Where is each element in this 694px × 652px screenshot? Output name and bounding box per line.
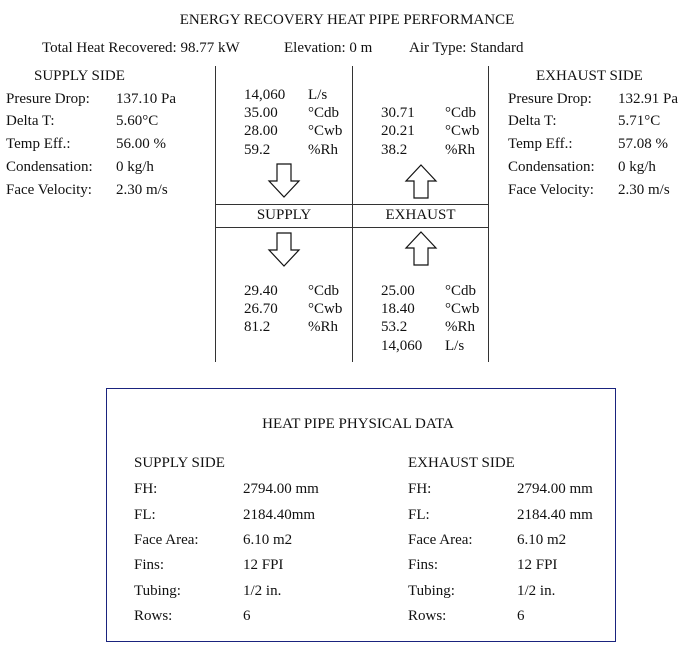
page-title: ENERGY RECOVERY HEAT PIPE PERFORMANCE <box>179 12 515 28</box>
phys-label: Fins: <box>408 557 439 573</box>
phys-value: 6 <box>243 608 251 624</box>
supply-label: Temp Eff.: <box>6 136 71 152</box>
exhaust-label: Delta T: <box>508 113 557 129</box>
condition-unit: °Cwb <box>308 301 343 317</box>
phys-label: Face Area: <box>134 532 199 548</box>
supply-label: Delta T: <box>6 113 55 129</box>
condition-unit: L/s <box>308 87 328 103</box>
condition-value: 25.00 <box>381 283 415 299</box>
exhaust-value: 132.91 Pa <box>618 91 678 107</box>
phys-label: Rows: <box>408 608 447 624</box>
phys-label: FL: <box>134 507 156 523</box>
supply-down-arrow-icon <box>267 163 301 199</box>
phys-label: FH: <box>408 481 432 497</box>
supply-value: 56.00 % <box>116 136 166 152</box>
exhaust-label-box: EXHAUST <box>385 207 456 223</box>
condition-value: 14,060 <box>244 87 286 103</box>
phys-value: 1/2 in. <box>517 583 556 599</box>
air-type: Air Type: Standard <box>409 40 524 56</box>
supply-value: 2.30 m/s <box>116 182 168 198</box>
supply-down-arrow-icon <box>267 232 301 268</box>
phys-value: 2184.40 mm <box>517 507 593 523</box>
condition-value: 14,060 <box>381 338 423 354</box>
condition-unit: °Cdb <box>308 105 340 121</box>
phys-label: Tubing: <box>134 583 181 599</box>
elevation: Elevation: 0 m <box>284 40 373 56</box>
physical-data-heading: HEAT PIPE PHYSICAL DATA <box>262 416 454 432</box>
physical-exhaust-heading: EXHAUST SIDE <box>408 455 515 471</box>
phys-value: 2794.00 mm <box>517 481 593 497</box>
supply-value: 137.10 Pa <box>116 91 176 107</box>
phys-label: Fins: <box>134 557 165 573</box>
total-heat-recovered: Total Heat Recovered: 98.77 kW <box>42 40 240 56</box>
supply-label: Presure Drop: <box>6 91 90 107</box>
condition-unit: °Cwb <box>445 301 480 317</box>
exhaust-label: Presure Drop: <box>508 91 592 107</box>
phys-value: 12 FPI <box>517 557 558 573</box>
exhaust-value: 2.30 m/s <box>618 182 670 198</box>
phys-value: 1/2 in. <box>243 583 282 599</box>
condition-unit: °Cdb <box>445 105 477 121</box>
exhaust-label: Face Velocity: <box>508 182 594 198</box>
diagram-right-line <box>488 66 489 362</box>
supply-side-heading: SUPPLY SIDE <box>34 68 125 84</box>
condition-value: 20.21 <box>381 123 415 139</box>
diagram-bottom-divider <box>215 227 489 228</box>
physical-supply-heading: SUPPLY SIDE <box>134 455 225 471</box>
phys-label: FL: <box>408 507 430 523</box>
supply-label-box: SUPPLY <box>256 207 312 223</box>
condition-value: 28.00 <box>244 123 278 139</box>
phys-value: 2184.40mm <box>243 507 316 523</box>
condition-value: 26.70 <box>244 301 278 317</box>
condition-value: 18.40 <box>381 301 415 317</box>
condition-unit: %Rh <box>445 319 475 335</box>
phys-label: Face Area: <box>408 532 473 548</box>
condition-unit: °Cwb <box>308 123 343 139</box>
condition-unit: °Cwb <box>445 123 480 139</box>
exhaust-up-arrow-icon <box>404 163 438 199</box>
condition-value: 81.2 <box>244 319 271 335</box>
condition-unit: L/s <box>445 338 465 354</box>
condition-value: 29.40 <box>244 283 278 299</box>
condition-unit: %Rh <box>308 142 338 158</box>
diagram-top-divider <box>215 204 489 205</box>
phys-value: 12 FPI <box>243 557 284 573</box>
condition-value: 38.2 <box>381 142 408 158</box>
phys-value: 6 <box>517 608 525 624</box>
condition-unit: %Rh <box>308 319 338 335</box>
phys-value: 6.10 m2 <box>243 532 293 548</box>
supply-value: 5.60°C <box>116 113 159 129</box>
exhaust-side-heading: EXHAUST SIDE <box>536 68 643 84</box>
condition-unit: °Cdb <box>445 283 477 299</box>
phys-value: 2794.00 mm <box>243 481 319 497</box>
exhaust-value: 0 kg/h <box>618 159 656 175</box>
supply-label: Condensation: <box>6 159 93 175</box>
exhaust-value: 5.71°C <box>618 113 661 129</box>
condition-value: 53.2 <box>381 319 408 335</box>
phys-label: FH: <box>134 481 158 497</box>
condition-unit: °Cdb <box>308 283 340 299</box>
exhaust-label: Temp Eff.: <box>508 136 573 152</box>
supply-value: 0 kg/h <box>116 159 154 175</box>
condition-value: 30.71 <box>381 105 415 121</box>
phys-value: 6.10 m2 <box>517 532 567 548</box>
exhaust-value: 57.08 % <box>618 136 668 152</box>
supply-label: Face Velocity: <box>6 182 92 198</box>
condition-value: 59.2 <box>244 142 271 158</box>
exhaust-label: Condensation: <box>508 159 595 175</box>
phys-label: Rows: <box>134 608 173 624</box>
phys-label: Tubing: <box>408 583 455 599</box>
exhaust-up-arrow-icon <box>404 230 438 266</box>
condition-value: 35.00 <box>244 105 278 121</box>
condition-unit: %Rh <box>445 142 475 158</box>
